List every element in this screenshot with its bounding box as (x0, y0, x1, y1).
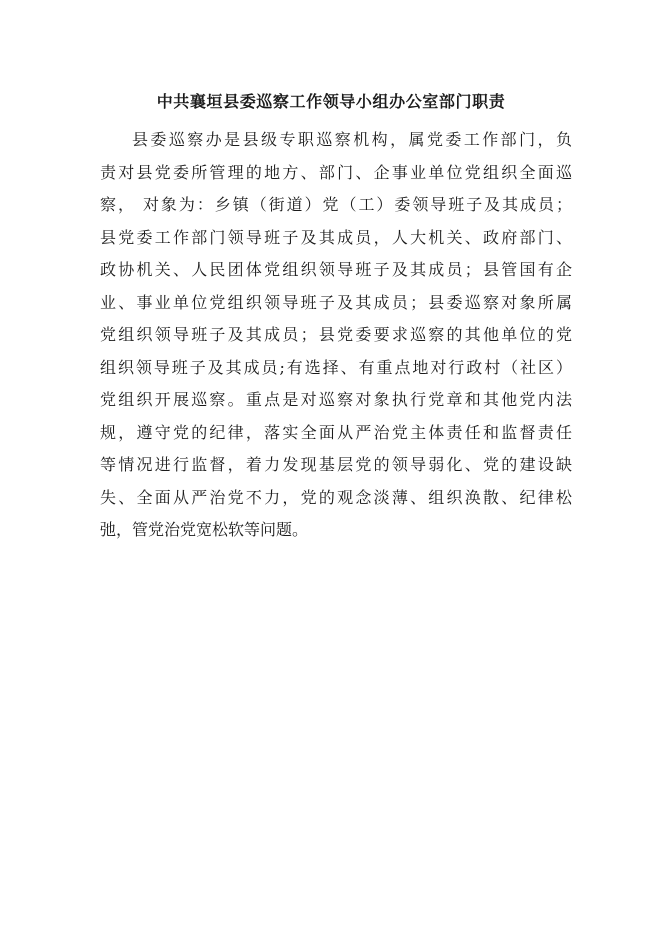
body-line: 县委巡察办是县级专职巡察机构，属党委工作部门，负 (132, 130, 572, 149)
body-line: 党组织领导班子及其成员；县党委要求巡察的其他单位的党 (100, 325, 572, 344)
body-line: 组织领导班子及其成员;有选择、有重点地对行政村（社区） (100, 357, 572, 377)
body-line: 失、全面从严治党不力，党的观念淡薄、组织涣散、纪律松 (100, 487, 572, 507)
body-line: 县党委工作部门领导班子及其成员，人大机关、政府部门、 (100, 227, 572, 247)
body-line: 察， 对象为：乡镇（街道）党（工）委领导班子及其成员； (100, 195, 572, 214)
body-line: 党组织开展巡察。重点是对巡察对象执行党章和其他党内法 (100, 390, 572, 409)
document-body (100, 124, 572, 547)
body-line: 业、事业单位党组织领导班子及其成员；县委巡察对象所属 (100, 292, 572, 312)
body-line: 规，遵守党的纪律，落实全面从严治党主体责任和监督责任 (100, 422, 572, 442)
body-line: 责对县党委所管理的地方、部门、企事业单位党组织全面巡 (100, 162, 572, 182)
document-title: 中共襄垣县委巡察工作领导小组办公室部门职责 (156, 92, 506, 111)
body-line: 弛，管党治党宽松软等问题。 (100, 520, 309, 539)
body-line: 政协机关、人民团体党组织领导班子及其成员；县管国有企 (100, 260, 572, 279)
body-line: 等情况进行监督，着力发现基层党的领导弱化、党的建设缺 (100, 455, 572, 474)
